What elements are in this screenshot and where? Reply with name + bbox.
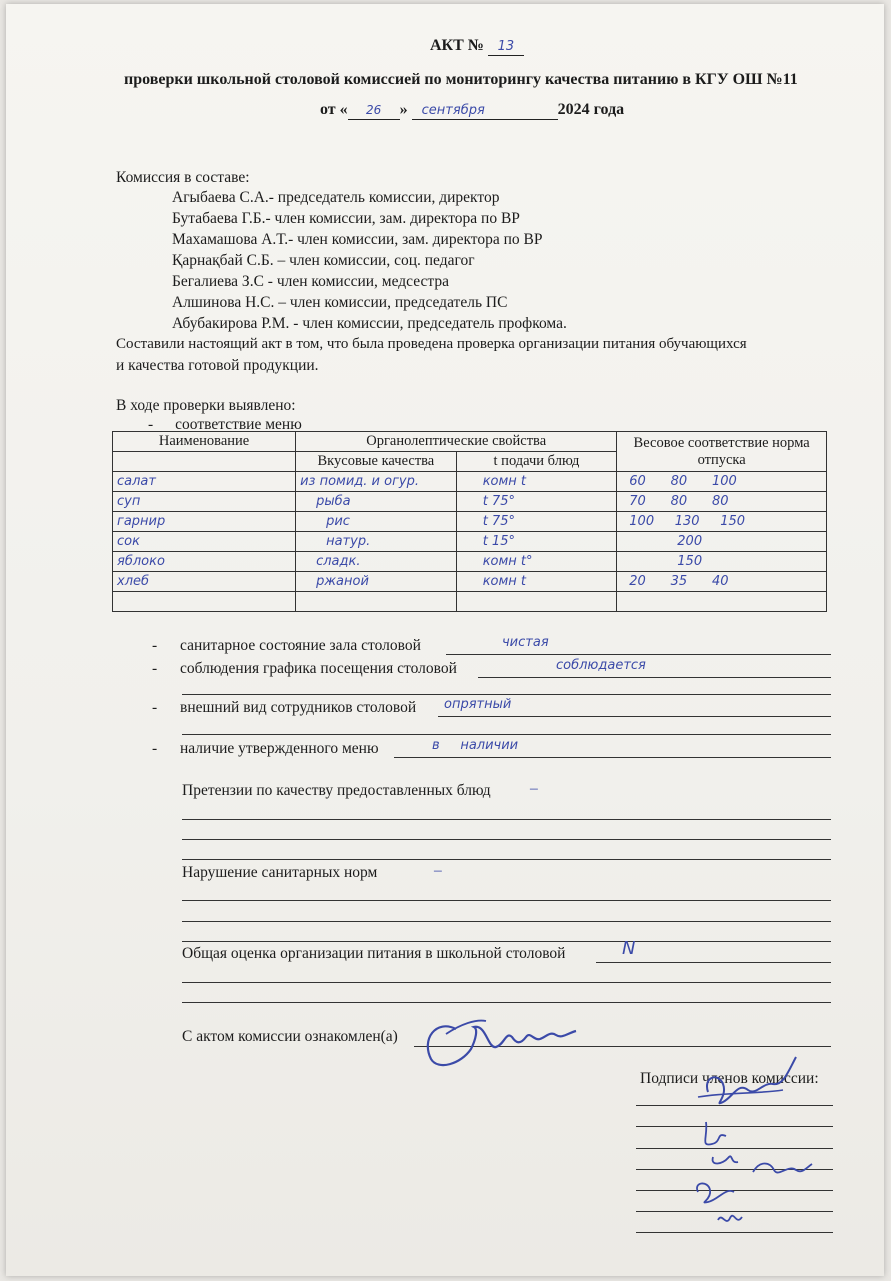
commission-statement: Составили настоящий акт в том, что была проведена проверка организации питания обучающихся — [116, 336, 747, 352]
bullet-dash: - — [152, 660, 158, 677]
act-number-field — [488, 37, 524, 56]
dish-name: салат — [113, 472, 296, 492]
members-signatures-label: Подписи членов комиссии: — [640, 1070, 819, 1087]
schedule-label: соблюдения графика посещения столовой — [180, 660, 457, 677]
acquainted-label: С актом комиссии ознакомлен(а) — [182, 1028, 398, 1045]
menu-approved-value: в наличии — [432, 738, 519, 753]
commission-member: Бутабаева Г.Б.- член комиссии, зам. директора по ВР — [172, 210, 520, 227]
overall-assessment-label: Общая оценка организации питания в школьной столовой — [182, 945, 566, 962]
table-row — [113, 532, 827, 552]
dish-taste: сладк. — [296, 552, 457, 572]
date-suffix: 2024 года — [557, 101, 625, 118]
document-sheet — [6, 4, 884, 1276]
menu-table — [112, 431, 827, 612]
dish-taste — [296, 592, 457, 612]
commission-intro: Комиссия в составе: — [116, 169, 250, 186]
dish-weight: 60 80 100 — [617, 472, 827, 492]
menu-approved-line — [394, 757, 831, 758]
dish-weight — [617, 592, 827, 612]
schedule-line-2 — [182, 694, 831, 695]
dish-taste: рис — [296, 512, 457, 532]
commission-member: Алшинова Н.С. – член комиссии, председатель ПС — [172, 294, 508, 311]
overall-assessment-value: N — [622, 938, 636, 959]
header-organoleptic: Органолептические свойства — [296, 432, 617, 452]
date-day-field — [348, 101, 400, 120]
dish-temp: комн t — [456, 572, 617, 592]
date-month: сентября — [421, 103, 485, 118]
sanitary-hall-label: санитарное состояние зала столовой — [180, 637, 421, 654]
commission-member: Агыбаева С.А.- председатель комиссии, директор — [172, 189, 500, 206]
blank-line — [182, 819, 831, 820]
table-row — [113, 572, 827, 592]
dish-temp: t 15° — [456, 532, 617, 552]
blank-line — [182, 859, 831, 860]
dish-taste: натур. — [296, 532, 457, 552]
dish-temp: комн t° — [456, 552, 617, 572]
commission-member: Бегалиева З.С - член комиссии, медсестра — [172, 273, 449, 290]
commission-statement-cont: и качества готовой продукции. — [116, 357, 319, 374]
quality-claims-value: – — [530, 780, 538, 797]
member-signatures — [678, 1052, 818, 1237]
schedule-line — [478, 677, 831, 678]
dish-temp: t 75° — [456, 492, 617, 512]
acquainted-signature — [416, 1009, 586, 1074]
bullet-dash: - — [152, 740, 158, 757]
header-weight: Весовое соответствие норма отпуска — [617, 432, 827, 472]
dish-name: суп — [113, 492, 296, 512]
table-row — [113, 472, 827, 492]
dish-name — [113, 592, 296, 612]
header-temp: t подачи блюд — [456, 452, 617, 472]
header-name: Наименование — [113, 432, 296, 452]
blank-line — [182, 921, 831, 922]
findings-menu-label: соответствие меню — [175, 416, 302, 433]
dish-weight: 70 80 80 — [617, 492, 827, 512]
act-number: 13 — [497, 39, 515, 54]
blank-line — [182, 900, 831, 901]
date-month-field — [412, 101, 558, 120]
dish-weight: 20 35 40 — [617, 572, 827, 592]
dish-name: яблоко — [113, 552, 296, 572]
table-row — [113, 512, 827, 532]
act-subtitle: проверки школьной столовой комиссией по мониторингу качества питанию в КГУ ОШ №11 — [124, 71, 798, 88]
blank-line — [182, 1002, 831, 1003]
staff-value: опрятный — [444, 697, 512, 712]
header-taste: Вкусовые качества — [296, 452, 457, 472]
date-mid: » — [399, 101, 408, 118]
findings-menu-item: - соответствие меню — [148, 416, 302, 433]
dish-name: гарнир — [113, 512, 296, 532]
dish-temp — [456, 592, 617, 612]
sanitary-violations-label: Нарушение санитарных норм — [182, 864, 378, 881]
dish-weight: 100 130 150 — [617, 512, 827, 532]
dish-taste: рыба — [296, 492, 457, 512]
date-day: 26 — [366, 103, 382, 117]
staff-line-2 — [182, 734, 831, 735]
bullet-dash: - — [152, 637, 158, 654]
dish-name: сок — [113, 532, 296, 552]
dish-weight: 200 — [617, 532, 827, 552]
dish-taste: ржаной — [296, 572, 457, 592]
table-row — [113, 592, 827, 612]
act-label: АКТ № — [430, 37, 484, 54]
findings-intro: В ходе проверки выявлено: — [116, 397, 296, 414]
date-prefix: от « — [320, 101, 348, 118]
dish-taste: из помид. и огур. — [296, 472, 457, 492]
schedule-value: соблюдается — [556, 658, 646, 673]
staff-label: внешний вид сотрудников столовой — [180, 699, 417, 716]
commission-member: Қарнақбай С.Б. – член комиссии, соц. педагог — [172, 252, 475, 269]
overall-assessment-line — [596, 962, 831, 963]
sanitary-hall-value: чистая — [502, 635, 549, 650]
sanitary-violations-value: – — [434, 862, 442, 879]
dish-temp: t 75° — [456, 512, 617, 532]
act-date — [320, 101, 624, 120]
dish-weight: 150 — [617, 552, 827, 572]
blank-line — [182, 839, 831, 840]
dish-name: хлеб — [113, 572, 296, 592]
commission-member: Абубакирова Р.М. - член комиссии, председатель профкома. — [172, 315, 567, 332]
act-title — [430, 37, 524, 56]
bullet-dash: - — [152, 699, 158, 716]
quality-claims-label: Претензии по качеству предоставленных блюд — [182, 782, 491, 799]
table-row — [113, 492, 827, 512]
sanitary-hall-line — [446, 654, 831, 655]
commission-member: Махамашова А.Т.- член комиссии, зам. директора по ВР — [172, 231, 543, 248]
table-row — [113, 552, 827, 572]
dish-temp: комн t — [456, 472, 617, 492]
menu-approved-label: наличие утвержденного меню — [180, 740, 379, 757]
blank-line — [182, 982, 831, 983]
staff-line — [438, 716, 831, 717]
blank-line — [182, 941, 831, 942]
